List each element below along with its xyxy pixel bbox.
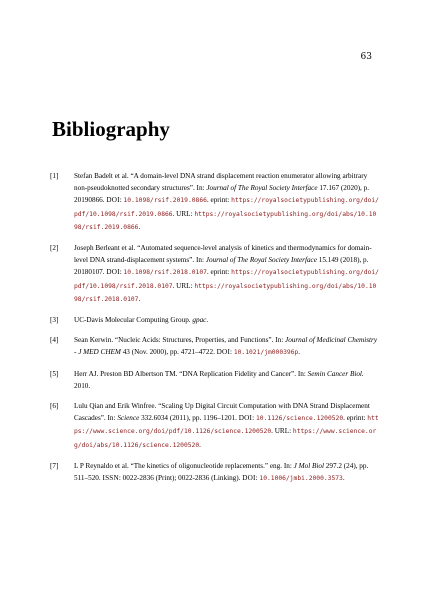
entry-number: [7] bbox=[50, 461, 59, 470]
entry-title: “Automated sequence-level analysis of kinetics and thermodynamics for domain-level DNA strand-displacement systems”. In: bbox=[74, 244, 372, 265]
entry-title: “The kinetics of oligonucleotide replacements.” eng. In: bbox=[130, 461, 294, 470]
entry-number: [1] bbox=[50, 172, 59, 180]
eprint-link[interactable]: https://royalsocietypublishing.org/doi/pdf/10.1098/rsif.2018.0107 bbox=[74, 269, 379, 290]
entry-journal: Science bbox=[117, 414, 140, 423]
entry-end: . bbox=[138, 222, 141, 231]
entry-authors: L P Reynaldo et al. bbox=[74, 461, 131, 470]
doi-label: DOI bbox=[106, 196, 120, 205]
bib-entry-2: [2] Joseph Berleant et al. “Automated sequence-level analysis of kinetics and thermodynamics for domain-level DNA strand-displacement systems”. In: Journal of The Royal Society Interface 15.149 (2018), p. 20180107. DOI: 10.1098/rsif.2018.0107. eprint: https://royalsocietypublishing.org/doi/pdf/10.1098/rsif.2018.0107. URL: https://royalsocietypublishing.org/doi/abs/10.1098/rsif.2018.0107. bbox=[50, 244, 379, 303]
entry-details: 15.149 (2018), p. 20180107. bbox=[74, 256, 369, 277]
entry-number: [4] bbox=[50, 336, 59, 345]
eprint-label: . eprint: bbox=[206, 268, 232, 277]
entry-title: “Scaling Up Digital Circuit Computation with DNA Strand Displacement Cascades”. In: bbox=[74, 402, 370, 423]
page-title: Bibliography bbox=[52, 117, 170, 141]
entry-authors: Herr AJ. Preston BD Albertson TM. bbox=[74, 369, 180, 378]
url-link[interactable]: https://www.science.org/doi/abs/10.1126/science.1200520 bbox=[74, 428, 377, 449]
entry-details: 17.167 (2020), p. 20190866. bbox=[74, 184, 370, 205]
eprint-label: . eprint: bbox=[206, 196, 232, 205]
entry-end: . bbox=[206, 316, 209, 325]
entry-authors: Lulu Qian and Erik Winfree. bbox=[74, 402, 159, 411]
entry-end: . bbox=[138, 294, 141, 303]
doi-label: DOI bbox=[242, 474, 256, 483]
doi-link[interactable]: 10.1021/jm000396p bbox=[233, 349, 299, 357]
doi-label: DOI bbox=[106, 268, 120, 277]
bib-entry-7: [7] L P Reynaldo et al. “The kinetics of oligonucleotide replacements.” eng. In: J Mol Biol 297.2 (24), pp. 511–520. ISSN: 0022-2836 (Print); 0022-2836 (Linking). DOI: 10.1006/jmbi.2000.3573. bbox=[50, 461, 369, 483]
entry-title: “A domain-level DNA strand displacement reaction enumerator allowing arbitrary non-pseudoknotted secondary structures”. In: bbox=[74, 172, 368, 193]
entry-authors: Sean Kerwin. bbox=[74, 336, 115, 345]
entry-number: [6] bbox=[50, 402, 59, 411]
entry-number: [2] bbox=[50, 244, 59, 253]
entry-text: UC-Davis Molecular Computing Group. bbox=[74, 316, 193, 325]
entry-details: 2010. bbox=[74, 381, 91, 390]
entry-details: 297.2 (24), pp. 511–520. bbox=[74, 461, 369, 483]
bibliography-list bbox=[50, 170, 380, 493]
bib-entry-5 bbox=[50, 368, 380, 392]
entry-title: “DNA Replication Fidelity and Cancer”. In: bbox=[179, 369, 308, 378]
entry-details: 332.6034 (2011), pp. 1196–1201. bbox=[139, 414, 239, 423]
bib-entry-4: [4] Sean Kerwin. “Nucleic Acids: Structures, Properties, and Functions”. In: Journal of Medicinal Chemistry - J MED CHEM 43 (Nov. 2000), pp. 4721–4722. DOI: 10.1021/jm000396p. bbox=[50, 336, 378, 357]
entry-authors: Joseph Berleant et al. bbox=[74, 244, 138, 253]
bib-entry-1: [1] Stefan Badelt et al. “A domain-level DNA strand displacement reaction enumerator allowing arbitrary non-pseudoknotted secondary structures”. In: Journal of The Royal Society Interface 17.167 (2020), p. 20190866. DOI: 10.1098/rsif.2019.0866. eprint: https://royalsocietypublishing.org/doi/pdf/10.1098/rsif.2019.0866. URL: https://royalsocietypublishing.org/doi/abs/10.1098/rsif.2019.0866. bbox=[50, 172, 379, 231]
issn-value: : 0022-2836 (Print); 0022-2836 (Linking). bbox=[118, 474, 243, 483]
url-link[interactable]: https://royalsocietypublishing.org/doi/abs/10.1098/rsif.2019.0866 bbox=[74, 210, 377, 231]
doi-link[interactable]: 10.1006/jmbi.2000.3573 bbox=[259, 475, 343, 483]
entry-number: [5] bbox=[50, 369, 59, 378]
doi-label: DOI bbox=[216, 348, 231, 357]
eprint-link[interactable]: https://www.science.org/doi/pdf/10.1126/science.1200520 bbox=[74, 415, 379, 436]
issn-label: ISSN bbox=[102, 474, 119, 483]
entry-journal: Journal of Medicinal Chemistry - J MED CHEM bbox=[74, 336, 378, 357]
url-label: . URL: bbox=[172, 281, 195, 290]
url-label: . URL: bbox=[271, 427, 293, 436]
entry-details: 43 (Nov. 2000), pp. 4721–4722. bbox=[120, 348, 217, 357]
eprint-link[interactable]: https://royalsocietypublishing.org/doi/pdf/10.1098/rsif.2019.0866 bbox=[74, 197, 379, 218]
entry-end: . bbox=[342, 474, 345, 483]
eprint-label: . eprint: bbox=[343, 414, 368, 423]
entry-software: gpac bbox=[192, 316, 207, 325]
bib-entry-3 bbox=[50, 314, 380, 326]
entry-authors: Stefan Badelt et al. bbox=[74, 172, 131, 180]
entry-end: . bbox=[199, 440, 201, 449]
doi-link[interactable]: 10.1098/rsif.2018.0107 bbox=[123, 269, 207, 277]
url-label: . URL: bbox=[172, 209, 195, 218]
entry-title: “Nucleic Acids: Structures, Properties, and Functions”. In: bbox=[114, 336, 285, 345]
entry-end: . bbox=[298, 348, 301, 357]
entry-journal: J Mol Biol bbox=[293, 461, 324, 470]
doi-link[interactable]: 10.1098/rsif.2019.0866 bbox=[123, 197, 207, 205]
doi-label: DOI bbox=[238, 414, 253, 423]
entry-journal: Journal of The Royal Society Interface bbox=[206, 184, 318, 193]
doi-link[interactable]: 10.1126/science.1200520 bbox=[255, 415, 344, 423]
page-number: 63 bbox=[360, 52, 372, 62]
entry-journal: Semin Cancer Biol. bbox=[307, 369, 364, 378]
entry-journal: Journal of The Royal Society Interface bbox=[205, 256, 317, 265]
bib-entry-6: [6] Lulu Qian and Erik Winfree. “Scaling Up Digital Circuit Computation with DNA Strand Displacement Cascades”. In: Science 332.6034 (2011), pp. 1196–1201. DOI: 10.1126/science.1200520. eprint: https://www.science.org/doi/pdf/10.1126/science.1200520. URL: https://www.science.org/doi/abs/10.1126/science.1200520. bbox=[50, 402, 379, 449]
entry-number: [3] bbox=[50, 316, 59, 325]
url-link[interactable]: https://royalsocietypublishing.org/doi/abs/10.1098/rsif.2018.0107 bbox=[74, 282, 377, 303]
